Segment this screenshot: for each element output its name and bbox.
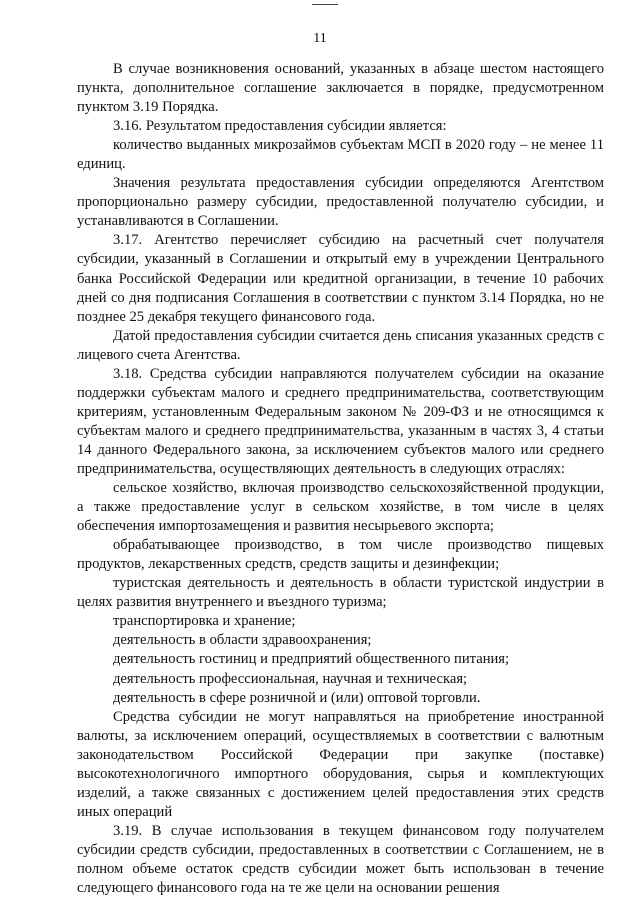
list-item-professional: деятельность профессиональная, научная и техническая; xyxy=(113,670,468,687)
top-divider xyxy=(312,4,338,5)
paragraph-subsidy-date: Датой предоставления субсидии считается день списания указанных средств с лицевого счета Агентства. xyxy=(77,327,604,363)
paragraph-additional-agreement: В случае возникновения оснований, указанных в абзаце шестом настоящего пункта, дополнительное соглашение заключается в порядке, предусмотренном пунктом 3.19 Порядка. xyxy=(77,61,604,116)
paragraph-3-19: 3.19. В случае использования в текущем финансовом году получателем субсидии средств субсидии, предоставленных в соответствии с Соглашением, не в полном объеме остаток средств субсидии может быть использован в течение следующего финансового года на те же цели на основании решения xyxy=(77,822,604,897)
paragraph-result-values: Значения результата предоставления субсидии определяются Агентством пропорционально размеру субсидии, предоставленной получателю субсидии, и устанавливаются в Соглашении. xyxy=(77,175,604,230)
paragraph-3-17: 3.17. Агентство перечисляет субсидию на расчетный счет получателя субсидии, указанный в Соглашении и открытый ему в учреждении Центрального банка Российской Федерации или кредитной организации, в течение 10 рабочих дней со дня подписания Соглашения в соответствии с пунктом 3.14 Порядка, но не позднее 25 декабря текущего финансового года. xyxy=(77,232,604,325)
page-number: 11 xyxy=(313,31,327,46)
list-item-agriculture: сельское хозяйство, включая производство сельскохозяйственной продукции, а также предоставление услуг в сельском хозяйстве, в том числе в целях обеспечения импортозамещения и развития несырьевого экспорта; xyxy=(77,480,604,535)
list-item-transport: транспортировка и хранение; xyxy=(113,613,296,630)
list-item-tourism: туристская деятельность и деятельность в области туристской индустрии в целях развития внутреннего и въездного туризма; xyxy=(77,575,604,611)
paragraph-3-18: 3.18. Средства субсидии направляются получателем субсидии на оказание поддержки субъектам малого и среднего предпринимательства, соответствующим критериям, установленным Федеральным законом № 209-ФЗ и не относящимся к субъектам малого и среднего предпринимательства, указанным в частях 3, 4 статьи 14 данного Федерального закона, за исключением субъектов малого или среднего предпринимательства, осуществляющих деятельность в следующих отраслях: xyxy=(77,365,604,477)
paragraph-3-16-heading: 3.16. Результатом предоставления субсидии является: xyxy=(113,118,447,135)
paragraph-currency-restriction: Средства субсидии не могут направляться на приобретение иностранной валюты, за исключением операций, осуществляемых в соответствии с валютным законодательством Российской Федерации при закупке (поставке) высокотехнологичного импортного оборудования, сырья и комплектующих изделий, а также связанных с достижением целей предоставления этих средств иных операций xyxy=(77,708,604,820)
list-item-healthcare: деятельность в области здравоохранения; xyxy=(113,632,372,649)
document-body xyxy=(77,60,604,898)
list-item-trade: деятельность в сфере розничной и (или) оптовой торговли. xyxy=(113,689,481,706)
list-item-manufacturing: обрабатывающее производство, в том числе производство пищевых продуктов, лекарственных средств, средств защиты и дезинфекции; xyxy=(77,537,604,573)
paragraph-3-16-result: количество выданных микрозаймов субъектам МСП в 2020 году – не менее 11 единиц. xyxy=(77,137,604,173)
list-item-hospitality: деятельность гостиниц и предприятий общественного питания; xyxy=(113,651,510,668)
